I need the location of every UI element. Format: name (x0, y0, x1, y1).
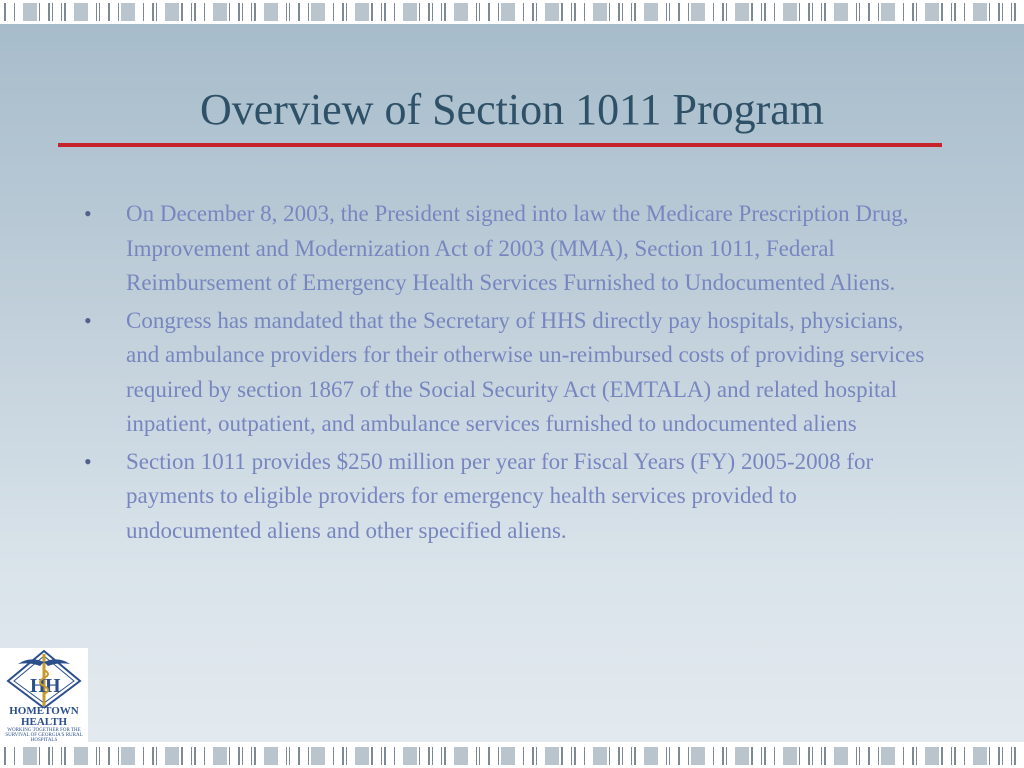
stripe-bar (108, 747, 110, 765)
stripe-bar (545, 747, 559, 765)
stripe-bar (859, 747, 860, 765)
stripe-bar (761, 3, 762, 21)
stripe-bar (593, 747, 607, 765)
stripe-bar (834, 747, 848, 765)
stripe-bar (691, 3, 705, 21)
stripe-bar (14, 3, 15, 21)
stripe-bar (774, 3, 775, 21)
stripe-bar (808, 3, 810, 21)
stripe-bar (308, 3, 309, 21)
logo-name-line2: HEALTH (20, 716, 68, 728)
bullet-glyph: • (84, 448, 92, 474)
stripe-bar (903, 3, 904, 21)
stripe-bar (666, 747, 667, 765)
stripe-bar (204, 747, 205, 765)
stripe-bar (618, 747, 620, 765)
stripe-bar (346, 3, 347, 21)
bullet-item (84, 197, 929, 301)
stripe-bar (799, 747, 800, 765)
hometown-health-logo (0, 648, 88, 742)
stripe-bar (536, 747, 537, 765)
stripe-bar (39, 747, 40, 765)
stripe-bar (821, 747, 822, 765)
stripe-bar (751, 3, 753, 21)
stripe-bar (1011, 3, 1012, 21)
stripe-bar (859, 3, 860, 21)
stripe-bar (264, 3, 278, 21)
stripe-bar (52, 747, 53, 765)
stripe-bar (441, 747, 442, 765)
stripe-bar (783, 747, 797, 765)
stripe-bar (571, 747, 572, 765)
stripe-bar (444, 747, 446, 765)
stripe-bar (498, 747, 499, 765)
stripe-bar (96, 3, 97, 21)
stripe-bar (181, 3, 183, 21)
stripe-bar (384, 3, 386, 21)
stripe-bar (532, 747, 534, 765)
stripe-bar (254, 747, 256, 765)
stripe-bar (713, 3, 714, 21)
stripe-bar (308, 747, 309, 765)
stripe-bar (989, 747, 990, 765)
logo-wordmark (0, 706, 88, 728)
bullet-text: Congress has mandated that the Secretary of HHS directly pay hospitals, physicians, and ambulance providers for their otherwise un-reimbursed costs of providing services required by section 1867 of the Social Security Act (EMTALA) and related hospital inpatient, outpatient, and ambulance services furnished to undocumented aliens (126, 307, 925, 436)
stripe-bar (812, 747, 813, 765)
stripe-bar (856, 747, 857, 765)
stripe-bar (631, 747, 632, 765)
stripe-bar (545, 3, 559, 21)
stripe-bar (1014, 747, 1016, 765)
stripe-bar (419, 3, 420, 21)
stripe-bar (143, 3, 144, 21)
stripe-bar (764, 747, 766, 765)
stripe-bar (99, 747, 100, 765)
stripe-bar (912, 3, 914, 21)
stripe-bar (454, 747, 468, 765)
bullet-item (84, 304, 929, 442)
stripe-bar (118, 3, 119, 21)
stripe-bar (951, 747, 952, 765)
stripe-bar (925, 747, 939, 765)
stripe-bar (454, 3, 468, 21)
stripe-bar (371, 3, 373, 21)
stripe-bar (941, 3, 943, 21)
stripe-bar (444, 3, 446, 21)
stripe-bar (74, 3, 88, 21)
stripe-bar (152, 3, 154, 21)
stripe-bar (1002, 747, 1003, 765)
stripe-bar (488, 747, 490, 765)
stripe-bar (735, 747, 749, 765)
stripe-bar (523, 3, 524, 21)
stripe-bar (881, 3, 895, 21)
stripe-bar (488, 3, 490, 21)
stripe-bar (204, 3, 205, 21)
stripe-bar (342, 747, 344, 765)
stripe-bar (286, 747, 287, 765)
stripe-bar (152, 747, 154, 765)
stripe-bar (333, 3, 334, 21)
stripe-bar (669, 747, 670, 765)
stripe-bar (403, 3, 417, 21)
stripe-bar (384, 747, 386, 765)
stripe-bar (229, 3, 230, 21)
stripe-bar (821, 3, 822, 21)
stripe-bar (856, 3, 857, 21)
title-underline (58, 143, 942, 147)
stripe-bar (954, 747, 956, 765)
stripe-bar (428, 3, 430, 21)
stripe-bar (593, 3, 607, 21)
stripe-bar (722, 747, 724, 765)
stripe-bar (644, 3, 658, 21)
stripe-bar (824, 3, 826, 21)
stripe-bar (688, 747, 689, 765)
decorative-stripe-top (0, 0, 1024, 24)
stripe-bar (1011, 747, 1012, 765)
stripe-bar (121, 3, 135, 21)
stripe-bar (381, 747, 382, 765)
stripe-bar (371, 747, 373, 765)
bullet-glyph: • (84, 307, 92, 333)
stripe-bar (121, 747, 135, 765)
stripe-bar (191, 747, 192, 765)
stripe-bar (74, 747, 88, 765)
stripe-bar (191, 3, 192, 21)
svg-text:H: H (30, 675, 46, 697)
stripe-bar (194, 747, 196, 765)
stripe-bar (644, 747, 658, 765)
stripe-bar (108, 3, 110, 21)
stripe-bar (213, 3, 227, 21)
stripe-bar (868, 3, 870, 21)
stripe-bar (878, 3, 879, 21)
stripe-bar (764, 3, 766, 21)
stripe-bar (432, 3, 433, 21)
stripe-bar (254, 3, 256, 21)
stripe-bar (194, 3, 196, 21)
stripe-bar (355, 747, 369, 765)
stripe-pattern-bottom (0, 744, 1024, 768)
stripe-bar (428, 747, 430, 765)
stripe-bar (229, 747, 230, 765)
stripe-bar (96, 747, 97, 765)
stripe-bar (536, 3, 537, 21)
stripe-bar (584, 3, 585, 21)
stripe-bar (381, 3, 382, 21)
stripe-bar (479, 747, 480, 765)
stripe-bar (23, 3, 37, 21)
stripe-bar (973, 3, 987, 21)
stripe-bar (941, 747, 943, 765)
stripe-bar (691, 747, 705, 765)
stripe-bar (52, 3, 53, 21)
stripe-bar (156, 747, 157, 765)
stripe-bar (181, 747, 183, 765)
svg-text:H: H (45, 675, 61, 697)
stripe-bar (783, 3, 797, 21)
stripe-bar (799, 3, 800, 21)
stripe-bar (998, 3, 1000, 21)
stripe-bar (99, 3, 100, 21)
stripe-pattern-top (0, 0, 1024, 24)
stripe-bar (251, 3, 252, 21)
stripe-bar (238, 747, 240, 765)
stripe-bar (286, 3, 287, 21)
stripe-bar (808, 747, 810, 765)
stripe-bar (666, 3, 667, 21)
stripe-bar (346, 747, 347, 765)
stripe-bar (61, 747, 62, 765)
decorative-stripe-bottom (0, 744, 1024, 768)
stripe-bar (1002, 3, 1003, 21)
stripe-bar (64, 3, 66, 21)
stripe-bar (311, 747, 325, 765)
stripe-bar (23, 747, 37, 765)
stripe-bar (912, 747, 914, 765)
stripe-bar (298, 3, 300, 21)
stripe-bar (242, 3, 243, 21)
slide-title: Overview of Section 1011 Program (199, 85, 824, 134)
stripe-bar (165, 747, 179, 765)
stripe-bar (574, 3, 576, 21)
stripe-bar (925, 3, 939, 21)
stripe-bar (634, 747, 636, 765)
stripe-bar (289, 3, 290, 21)
stripe-bar (726, 747, 727, 765)
stripe-bar (688, 3, 689, 21)
stripe-bar (973, 747, 987, 765)
stripe-bar (761, 747, 762, 765)
stripe-bar (298, 747, 300, 765)
stripe-bar (333, 747, 334, 765)
stripe-bar (61, 3, 62, 21)
logo-name-line1: HOMETOWN (9, 705, 79, 717)
stripe-bar (571, 3, 572, 21)
bullet-list (84, 197, 929, 551)
stripe-bar (39, 3, 40, 21)
stripe-bar (726, 3, 727, 21)
stripe-bar (951, 3, 952, 21)
stripe-bar (916, 747, 917, 765)
stripe-bar (678, 747, 680, 765)
stripe-bar (4, 3, 6, 21)
stripe-bar (289, 747, 290, 765)
stripe-bar (394, 3, 395, 21)
stripe-bar (242, 747, 243, 765)
stripe-bar (355, 3, 369, 21)
stripe-bar (48, 747, 50, 765)
stripe-bar (878, 747, 879, 765)
stripe-bar (722, 3, 724, 21)
stripe-bar (834, 3, 848, 21)
stripe-bar (631, 3, 632, 21)
stripe-bar (622, 747, 623, 765)
stripe-bar (812, 3, 813, 21)
stripe-bar (118, 747, 119, 765)
stripe-bar (561, 747, 563, 765)
stripe-bar (264, 747, 278, 765)
stripe-bar (4, 747, 6, 765)
stripe-bar (441, 3, 442, 21)
stripe-bar (618, 3, 620, 21)
stripe-bar (561, 3, 563, 21)
stripe-bar (868, 747, 870, 765)
stripe-bar (954, 3, 956, 21)
stripe-bar (403, 747, 417, 765)
stripe-bar (523, 747, 524, 765)
stripe-bar (213, 747, 227, 765)
stripe-bar (311, 3, 325, 21)
stripe-bar (501, 747, 515, 765)
stripe-bar (903, 747, 904, 765)
stripe-bar (394, 747, 395, 765)
stripe-bar (1014, 3, 1016, 21)
stripe-bar (916, 3, 917, 21)
stripe-bar (432, 747, 433, 765)
stripe-bar (156, 3, 157, 21)
stripe-bar (989, 3, 990, 21)
caduceus-emblem-icon (0, 648, 88, 708)
stripe-bar (609, 3, 610, 21)
bullet-text: On December 8, 2003, the President signed into law the Medicare Prescription Drug, Improvement and Modernization Act of 2003 (MMA), Section 1011, Federal Reimbursement of Emergency Health Services Furnished to Undocumented Aliens. (126, 201, 909, 295)
stripe-bar (634, 3, 636, 21)
stripe-bar (669, 3, 670, 21)
stripe-bar (713, 747, 714, 765)
stripe-bar (751, 747, 753, 765)
stripe-bar (998, 747, 1000, 765)
stripe-bar (14, 747, 15, 765)
stripe-bar (498, 3, 499, 21)
stripe-bar (165, 3, 179, 21)
bullet-item (84, 445, 929, 549)
stripe-bar (735, 3, 749, 21)
stripe-bar (238, 3, 240, 21)
stripe-bar (48, 3, 50, 21)
stripe-bar (584, 747, 585, 765)
stripe-bar (479, 3, 480, 21)
stripe-bar (476, 3, 477, 21)
bullet-text: Section 1011 provides $250 million per year for Fiscal Years (FY) 2005-2008 for payments to eligible providers for emergency health services provided to undocumented aliens and other specified aliens. (126, 448, 874, 543)
stripe-bar (143, 747, 144, 765)
stripe-bar (574, 747, 576, 765)
stripe-bar (64, 747, 66, 765)
stripe-bar (419, 747, 420, 765)
stripe-bar (342, 3, 344, 21)
bullet-glyph: • (84, 201, 92, 226)
stripe-bar (532, 3, 534, 21)
stripe-bar (609, 747, 610, 765)
stripe-bar (881, 747, 895, 765)
logo-tagline: WORKING TOGETHER FOR THE SURVIVAL OF GEORGIA'S RURAL HOSPITALS (5, 728, 83, 743)
stripe-bar (501, 3, 515, 21)
stripe-bar (964, 747, 965, 765)
stripe-bar (476, 747, 477, 765)
stripe-bar (774, 747, 775, 765)
stripe-bar (251, 747, 252, 765)
stripe-bar (678, 3, 680, 21)
stripe-bar (622, 3, 623, 21)
stripe-bar (964, 3, 965, 21)
stripe-bar (824, 747, 826, 765)
